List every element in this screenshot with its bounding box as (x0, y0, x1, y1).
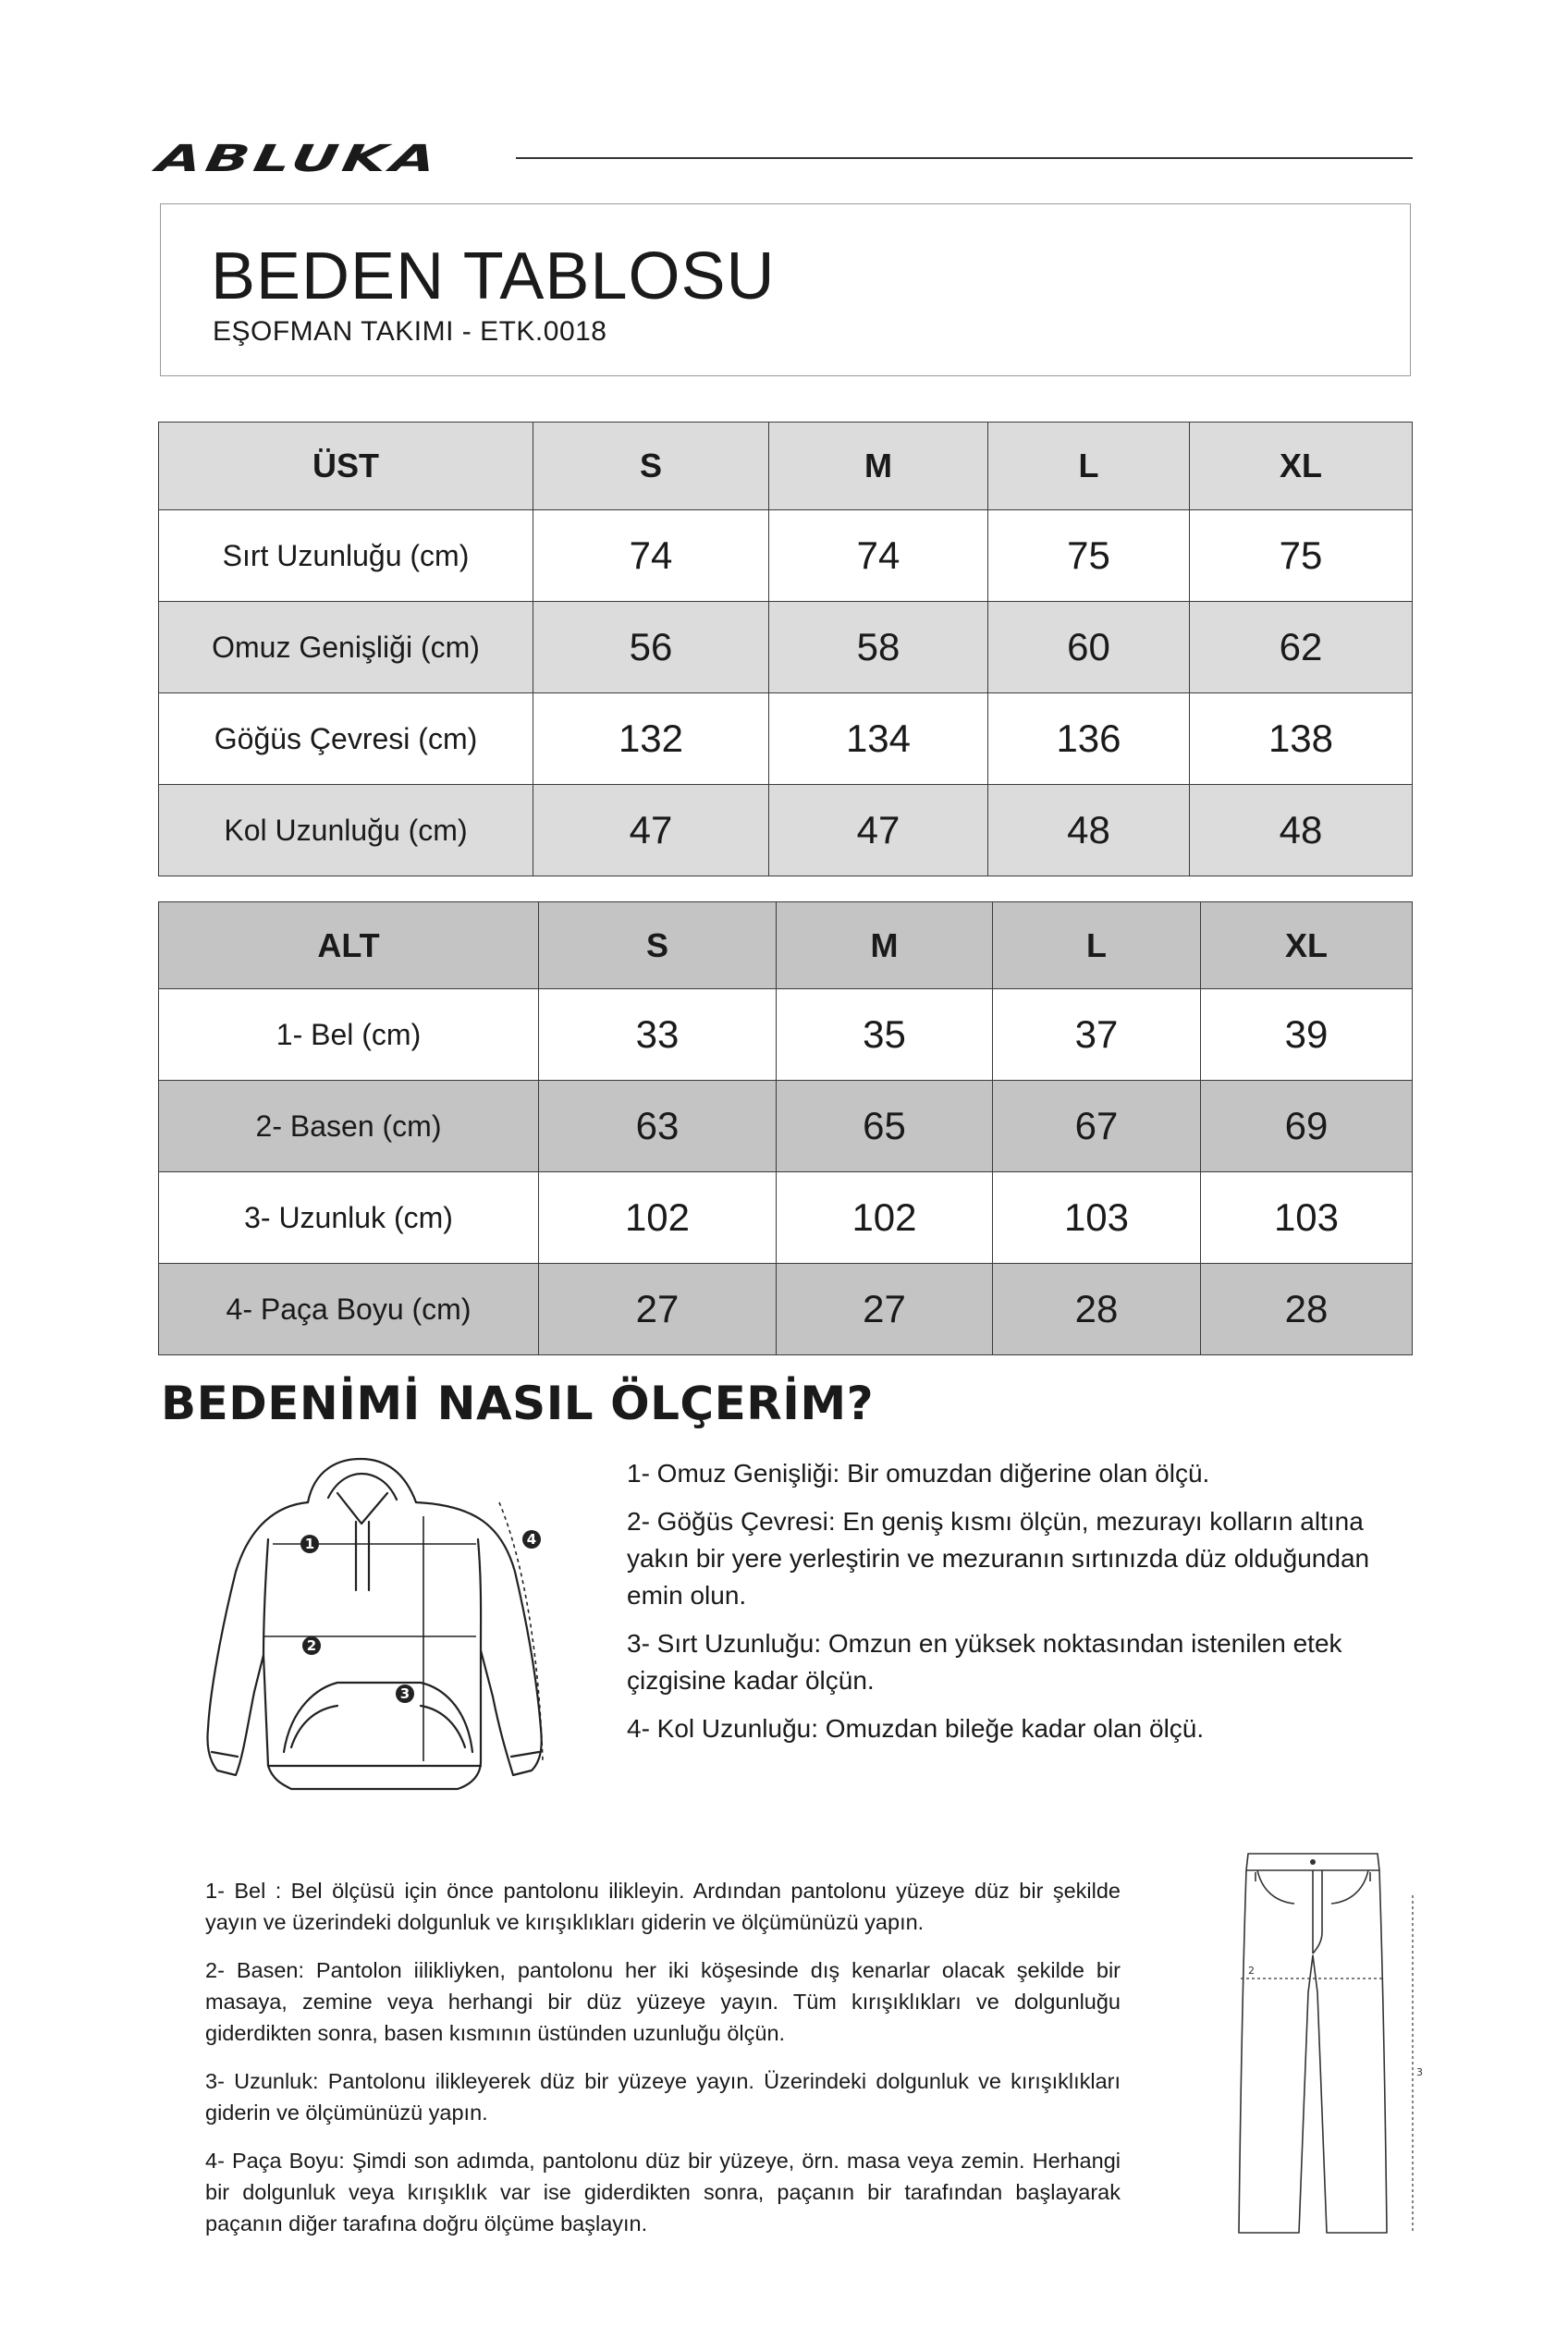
size-value: 28 (1201, 1264, 1413, 1355)
marker-2: 2 (306, 1637, 317, 1654)
column-header: M (769, 423, 988, 510)
table-row (159, 989, 1413, 1081)
how-to-title: BEDENİMİ NASIL ÖLÇERİM? (161, 1377, 875, 1430)
size-value: 75 (1190, 510, 1413, 602)
size-value: 63 (539, 1081, 777, 1172)
pants-instructions (205, 1875, 1121, 2256)
table-row (159, 602, 1413, 693)
column-header: XL (1201, 902, 1413, 989)
column-header: ÜST (159, 423, 533, 510)
brand-logo: ABLUKA (153, 138, 444, 180)
row-label: 3- Uzunluk (cm) (159, 1172, 539, 1264)
size-value: 47 (533, 785, 769, 876)
size-value: 33 (539, 989, 777, 1081)
pants-illustration (1220, 1844, 1424, 2251)
size-value: 132 (533, 693, 769, 785)
title-box (160, 203, 1411, 376)
size-value: 48 (1190, 785, 1413, 876)
size-value: 27 (539, 1264, 777, 1355)
instruction-item: 4- Kol Uzunluğu: Omuzdan bileğe kadar olan ölçü. (627, 1714, 1205, 1743)
row-label: Kol Uzunluğu (cm) (159, 785, 533, 876)
table-row (159, 1172, 1413, 1264)
size-value: 62 (1190, 602, 1413, 693)
size-value: 138 (1190, 693, 1413, 785)
column-header: L (988, 423, 1190, 510)
row-label: 2- Basen (cm) (159, 1081, 539, 1172)
column-header: S (533, 423, 769, 510)
instruction-item: 3- Uzunluk: Pantolonu ilikleyerek düz bir yüzeye yayın. Üzerindeki dolgunluk ve kırışıklıkları giderin ve ölçümünüzü yapın. (205, 2069, 1121, 2125)
size-value: 58 (769, 602, 988, 693)
size-value: 103 (1201, 1172, 1413, 1264)
size-value: 102 (777, 1172, 993, 1264)
instruction-item: 2- Göğüs Çevresi: En geniş kısmı ölçün, mezurayı kolların altına yakın bir yere yerleştirin ve mezuranın sırtınızda düz olduğundan emin olun. (627, 1507, 1370, 1610)
row-label: 4- Paça Boyu (cm) (159, 1264, 539, 1355)
size-value: 74 (533, 510, 769, 602)
row-label: Omuz Genişliği (cm) (159, 602, 533, 693)
size-value: 74 (769, 510, 988, 602)
column-header: S (539, 902, 777, 989)
marker-4: 4 (526, 1531, 537, 1548)
size-value: 60 (988, 602, 1190, 693)
marker-3: 3 (399, 1685, 410, 1702)
size-value: 75 (988, 510, 1190, 602)
table-row (159, 785, 1413, 876)
size-value: 56 (533, 602, 769, 693)
row-label: 1- Bel (cm) (159, 989, 539, 1081)
row-label: Göğüs Çevresi (cm) (159, 693, 533, 785)
table-header-row (159, 902, 1413, 989)
size-value: 67 (993, 1081, 1201, 1172)
marker-1: 1 (304, 1536, 315, 1552)
table-row (159, 1264, 1413, 1355)
hoodie-illustration (199, 1452, 569, 1821)
upper-size-table (158, 422, 1413, 876)
table-header-row (159, 423, 1413, 510)
size-value: 69 (1201, 1081, 1413, 1172)
table-row (159, 510, 1413, 602)
pants-marker-2: 2 (1248, 1965, 1255, 1977)
instruction-item: 3- Sırt Uzunluğu: Omzun en yüksek noktasından istenilen etek çizgisine kadar ölçün. (627, 1629, 1342, 1695)
table-row (159, 1081, 1413, 1172)
column-header: XL (1190, 423, 1413, 510)
column-header: L (993, 902, 1201, 989)
lower-size-table (158, 901, 1413, 1355)
table-row (159, 693, 1413, 785)
size-value: 65 (777, 1081, 993, 1172)
column-header: M (777, 902, 993, 989)
size-value: 47 (769, 785, 988, 876)
size-value: 48 (988, 785, 1190, 876)
size-value: 103 (993, 1172, 1201, 1264)
pants-marker-3: 3 (1416, 2066, 1423, 2078)
instruction-item: 2- Basen: Pantolon iilikliyken, pantolonu her iki köşesinde dış kenarlar olacak şekilde bir masaya, zemine veya herhangi bir düz yüzeye yayın. Tüm kırışıklıkları ve dolgunluğu giderdikten sonra, basen kısmının üstünden uzunluğu ölçün. (205, 1958, 1121, 2045)
size-value: 28 (993, 1264, 1201, 1355)
page-title: BEDEN TABLOSU (211, 239, 776, 313)
size-value: 136 (988, 693, 1190, 785)
size-value: 102 (539, 1172, 777, 1264)
size-value: 37 (993, 989, 1201, 1081)
size-value: 27 (777, 1264, 993, 1355)
instruction-item: 1- Bel : Bel ölçüsü için önce pantolonu ilikleyin. Ardından pantolonu yüzeye düz bir şekilde yayın ve üzerindeki dolgunluk ve kırışıklıkları giderin ve ölçümünüzü yapın. (205, 1879, 1121, 1934)
page-subtitle: EŞOFMAN TAKIMI - ETK.0018 (213, 316, 607, 347)
row-label: Sırt Uzunluğu (cm) (159, 510, 533, 602)
size-value: 134 (769, 693, 988, 785)
instruction-item: 4- Paça Boyu: Şimdi son adımda, pantolonu düz bir yüzeye, örn. masa veya zemin. Herhangi bir dolgunluk veya kırışıklık var ise giderdikten sonra, paçanın bir tarafından başlayarak paçanın diğer tarafına doğru ölçüme başlayın. (205, 2149, 1121, 2236)
instruction-item: 1- Omuz Genişliği: Bir omuzdan diğerine olan ölçü. (627, 1459, 1210, 1488)
column-header: ALT (159, 902, 539, 989)
size-value: 35 (777, 989, 993, 1081)
header-rule (516, 157, 1413, 159)
hoodie-instructions (627, 1455, 1417, 1758)
size-value: 39 (1201, 989, 1413, 1081)
